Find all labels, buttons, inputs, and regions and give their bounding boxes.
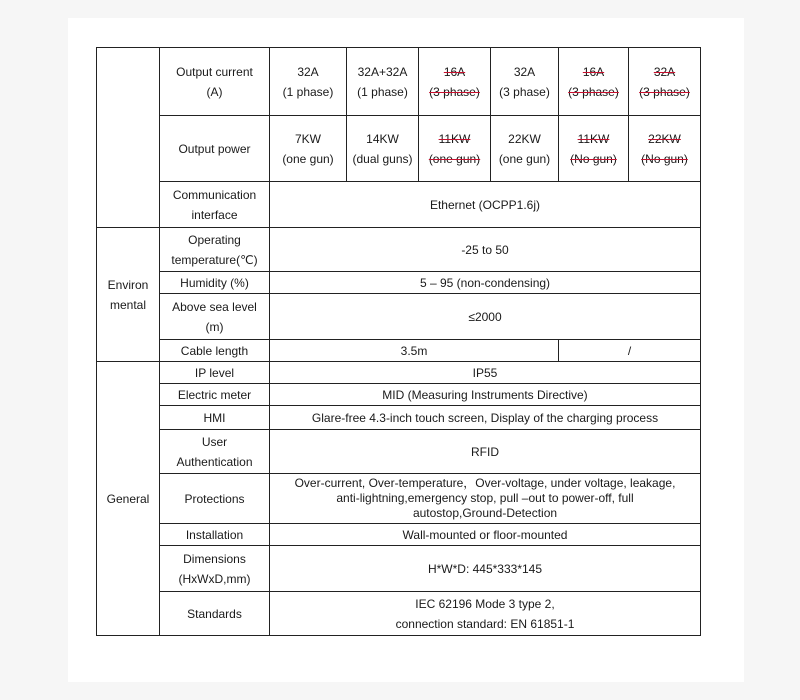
label-dimensions: Dimensions (HxWxD,mm) [160,546,270,592]
table-row-protections [97,474,701,524]
table-row-above-sea-level [97,294,701,340]
output-power-value-struck: 11KW (No gun) [559,116,629,182]
label-user-authentication: User Authentication [160,430,270,474]
label-hmi: HMI [160,406,270,430]
table-row-humidity [97,272,701,294]
output-power-value-struck: 11KW (one gun) [419,116,491,182]
table-row-communication [97,182,701,228]
table-row-output-current [97,48,701,116]
standards-value: IEC 62196 Mode 3 type 2, connection standard: EN 61851-1 [270,592,701,636]
label-above-sea-level: Above sea level (m) [160,294,270,340]
electric-meter-value: MID (Measuring Instruments Directive) [270,384,701,406]
table-row-installation [97,524,701,546]
table-row-user-authentication [97,430,701,474]
label-output-current: Output current (A) [160,48,270,116]
spec-table [96,47,701,636]
table-row-standards [97,592,701,636]
user-authentication-value: RFID [270,430,701,474]
label-operating-temperature: Operating temperature(℃) [160,228,270,272]
table-row-operating-temperature [97,228,701,272]
table-row-hmi [97,406,701,430]
dimensions-value: H*W*D: 445*333*145 [270,546,701,592]
protections-value: Over-current, Over-temperature，Over-voltage, under voltage, leakage, anti-lightning,emergency stop, pull –out to power-off, full autostop,Ground-Detection [270,474,701,524]
output-current-value-struck: 32A (3 phase) [629,48,701,116]
table-row-ip-level [97,362,701,384]
label-electric-meter: Electric meter [160,384,270,406]
label-ip-level: IP level [160,362,270,384]
output-power-value: 14KW (dual guns) [347,116,419,182]
section-environmental: Environ mental [97,228,160,362]
output-current-value: 32A+32A (1 phase) [347,48,419,116]
table-row-dimensions [97,546,701,592]
table-row-output-power [97,116,701,182]
label-protections: Protections [160,474,270,524]
output-current-value: 32A (3 phase) [491,48,559,116]
label-installation: Installation [160,524,270,546]
section-general: General [97,362,160,636]
communication-value: Ethernet (OCPP1.6j) [270,182,701,228]
label-communication: Communication interface [160,182,270,228]
output-current-value-struck: 16A (3 phase) [419,48,491,116]
output-power-value: 7KW (one gun) [270,116,347,182]
ip-level-value: IP55 [270,362,701,384]
label-cable-length: Cable length [160,340,270,362]
output-power-value-struck: 22KW (No gun) [629,116,701,182]
table-row-cable-length [97,340,701,362]
label-output-power: Output power [160,116,270,182]
output-current-value-struck: 16A (3 phase) [559,48,629,116]
operating-temperature-value: -25 to 50 [270,228,701,272]
humidity-value: 5 – 95 (non-condensing) [270,272,701,294]
output-power-value: 22KW (one gun) [491,116,559,182]
cable-length-value-alt: / [559,340,701,362]
hmi-value: Glare-free 4.3-inch touch screen, Display of the charging process [270,406,701,430]
cable-length-value: 3.5m [270,340,559,362]
table-row-electric-meter [97,384,701,406]
output-current-value: 32A (1 phase) [270,48,347,116]
section-cell-output [97,48,160,228]
above-sea-level-value: ≤2000 [270,294,701,340]
label-standards: Standards [160,592,270,636]
label-humidity: Humidity (%) [160,272,270,294]
installation-value: Wall-mounted or floor-mounted [270,524,701,546]
